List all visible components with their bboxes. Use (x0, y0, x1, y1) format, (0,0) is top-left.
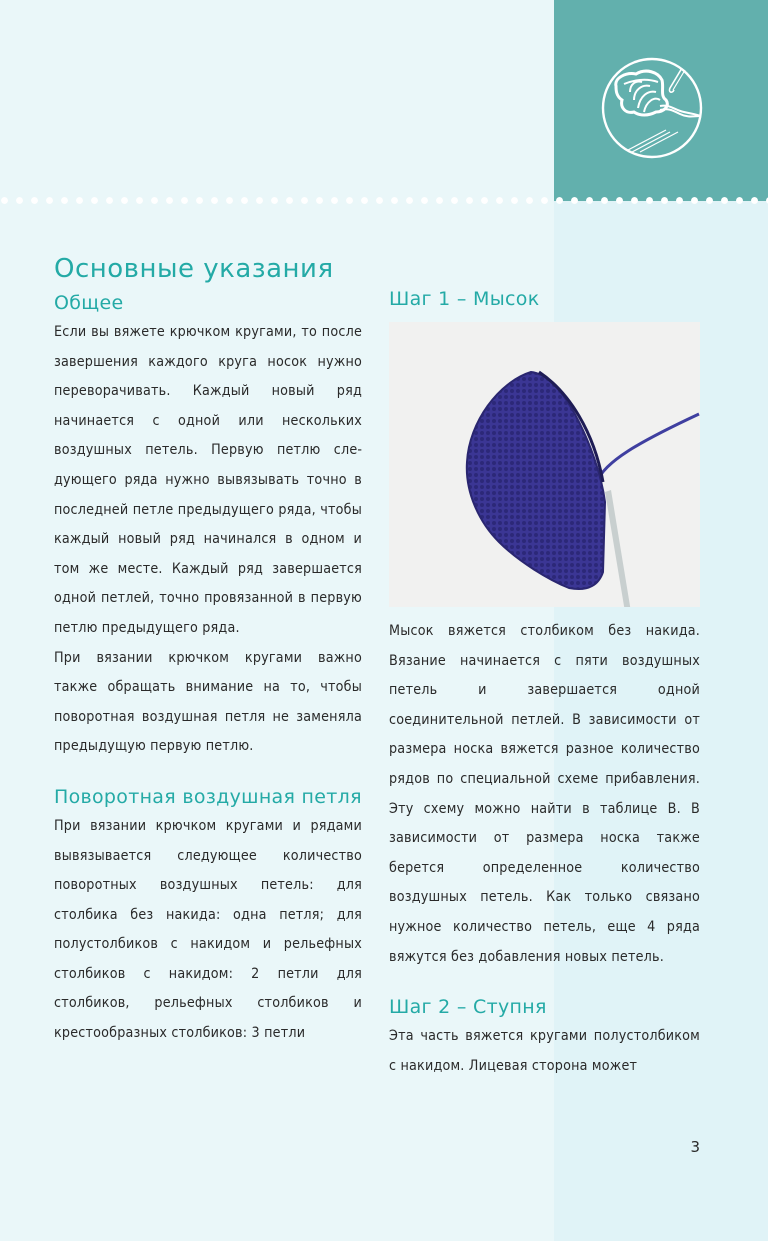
right-column (389, 284, 700, 1081)
page-number: 3 (690, 1138, 700, 1156)
paragraph: Мысок вяжется столбиком без накида. Вязание начинается с пяти воздушных петель и завершается одной соединительной петлей. В зависимости от размера носка вяжется разное количество рядов по специальной схеме прибавления. Эту схему можно найти в таблице B. В зависимости от размера носка также берется определенное количество воздушных петель. Как только связано нужное количество петель, еще 4 ряда вяжутся без добавления новых петель. (389, 623, 700, 965)
page-title: Основные указания (54, 254, 334, 284)
toe-photo (389, 322, 700, 607)
section-heading-turning-chain: Поворотная воздушная петля (54, 785, 362, 808)
dotted-divider (0, 197, 768, 204)
crochet-yarn-hook-icon (600, 56, 704, 160)
paragraph: Эта часть вяжется кругами полустолбиком с накидом. Лицевая сторона может (389, 1028, 700, 1074)
paragraph: Если вы вяжете крючком кругами, то после завершения каждого круга носок нужно переворачивать. Каждый новый ряд начинается с одной или нескольких воздушных петель. Первую петлю следующего ряда нужно вывязывать точно в последней петле предыдущего ряда, чтобы каждый новый ряд начинался в одном и том же месте. Каждый ряд завершается одной петлей, точно провязанной в первую петлю предыдущего ряда. (54, 324, 362, 636)
left-column (54, 250, 362, 1049)
step2-heading: Шаг 2 – Ступня (389, 996, 547, 1019)
paragraph: При вязании крючком кругами важно также обращать внимание на то, чтобы поворотная воздушная петля не заменяла предыдущую первую петлю. (54, 649, 362, 755)
step1-heading: Шаг 1 – Мысок (389, 288, 540, 310)
crocheted-toe-image (389, 322, 700, 607)
paragraph: При вязании крючком кругами и рядами вывязывается следующее количество поворотных воздушных петель: для столбика без накида: одна петля; для полустолбиков с накидом и рельефных столбиков с накидом: 2 петли для столбиков, рельефных столбиков и крестообразных столбиков: 3 петли (54, 817, 362, 1042)
section-heading-general: Общее (54, 292, 124, 314)
